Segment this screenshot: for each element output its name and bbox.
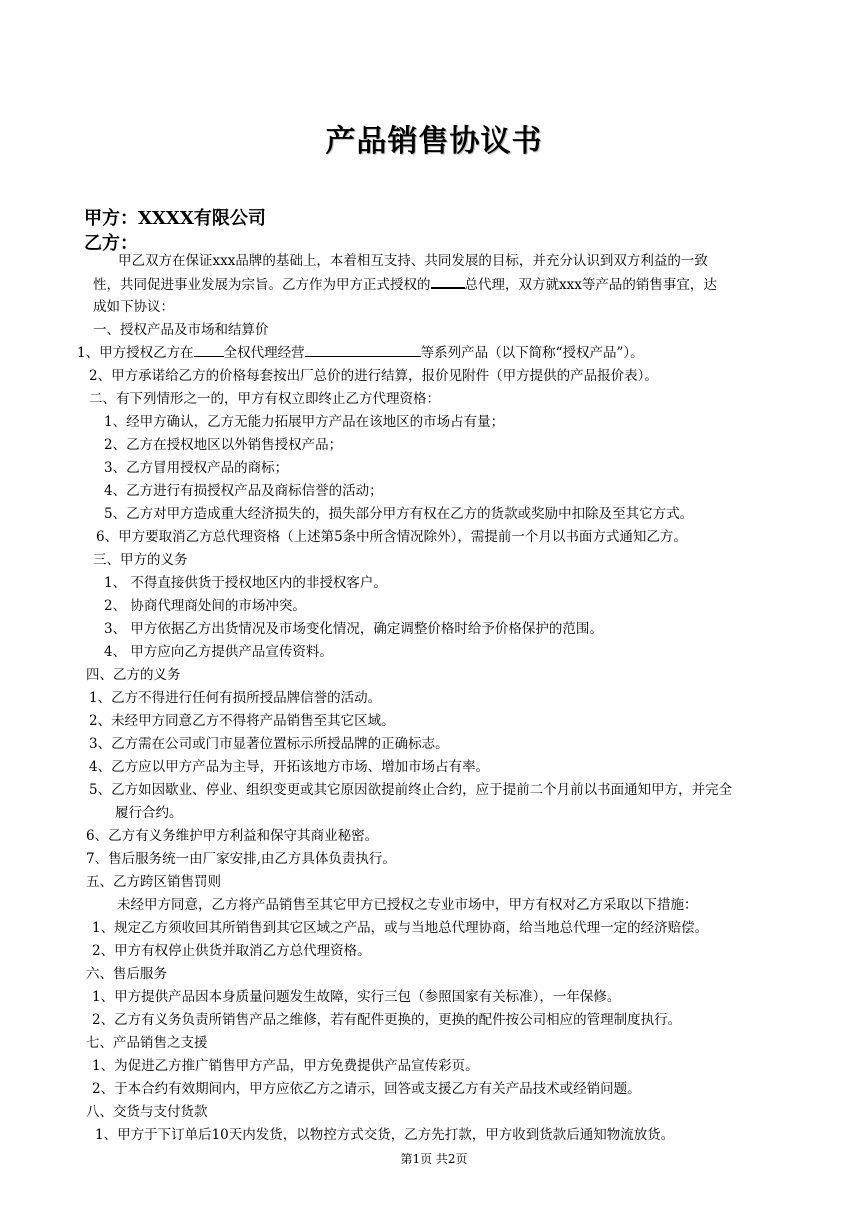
intro-line-2-text: 性，共同促进事业发展为宗旨。乙方作为甲方正式授权的 <box>93 277 431 293</box>
document-title: 产品销售协议书 <box>325 124 543 159</box>
section-4-item: 4、乙方应以甲方产品为主导，开拓该地方市场、增加市场占有率。 <box>89 759 490 775</box>
section-2-item: 3、乙方冒用授权产品的商标； <box>104 460 289 476</box>
section-4-item: 6、乙方有义务维护甲方利益和保守其商业秘密。 <box>86 828 379 844</box>
section-3-heading: 三、甲方的义务 <box>93 552 188 568</box>
intro-line-1: 甲乙双方在保证xxx品牌的基础上，本着相互支持、共同发展的目标，并充分认识到双方利益的一致 <box>118 253 708 269</box>
section-6-item: 1、甲方提供产品因本身质量问题发生故障，实行三包（参照国家有关标准），一年保修。 <box>92 989 621 1005</box>
section-5-intro: 未经甲方同意，乙方将产品销售至其它甲方已授权之专业市场中，甲方有权对乙方采取以下措施： <box>117 897 698 913</box>
party-a-label: 甲方：XXXX有限公司 <box>84 208 266 229</box>
section-6-heading: 六、售后服务 <box>86 966 167 982</box>
section-5-heading: 五、乙方跨区销售罚则 <box>86 874 221 890</box>
section-2-item: 6、甲方要取消乙方总代理资格（上述第5条中所含情况除外），需提前一个月以书面方式通知乙方。 <box>96 529 687 545</box>
section-8-item: 1、甲方于下订单后10天内发货，以物控方式交货，乙方先打款，甲方收到货款后通知物流放货。 <box>95 1127 675 1143</box>
section-7-item: 2、于本合约有效期间内，甲方应依乙方之请示，回答或支援乙方有关产品技术或经销问题。 <box>92 1081 641 1097</box>
intro-line-3: 成如下协议： <box>93 299 174 315</box>
section-4-item: 3、乙方需在公司或门市显著位置标示所授品牌的正确标志。 <box>89 736 449 752</box>
agent-region-blank <box>431 275 465 289</box>
section-3-item: 4、 甲方应向乙方提供产品宣传资料。 <box>104 644 333 660</box>
section-1-item-1-part-b: 全权代理经营 <box>223 345 305 361</box>
section-4-item: 2、未经甲方同意乙方不得将产品销售至其它区域。 <box>89 713 395 729</box>
page-footer: 第1页 共2页 <box>400 1152 468 1166</box>
product-blank <box>305 344 421 357</box>
section-4-item-continuation: 履行合约。 <box>115 805 183 821</box>
section-7-heading: 七、产品销售之支援 <box>86 1035 208 1051</box>
section-4-item: 1、乙方不得进行任何有损所授品牌信誉的活动。 <box>89 690 382 706</box>
section-3-item: 3、 甲方依据乙方出货情况及市场变化情况，确定调整价格时给予价格保护的范围。 <box>104 621 603 637</box>
party-b-label: 乙方： <box>84 233 138 254</box>
section-2-item: 5、乙方对甲方造成重大经济损失的，损失部分甲方有权在乙方的货款或奖励中扣除及至其它方式。 <box>104 506 694 522</box>
section-1-item-1-part-a: 1、甲方授权乙方在 <box>77 345 194 361</box>
section-7-item: 1、为促进乙方推广销售甲方产品，甲方免费提供产品宣传彩页。 <box>92 1058 479 1074</box>
section-2-heading: 二、有下列情形之一的，甲方有权立即终止乙方代理资格： <box>89 391 440 407</box>
section-1-item-1-part-c: 等系列产品（以下简称“授权产品”）。 <box>420 345 644 361</box>
section-1-item-1 <box>77 344 644 362</box>
section-2-item: 2、乙方在授权地区以外销售授权产品； <box>104 437 343 453</box>
section-2-item: 4、乙方进行有损授权产品及商标信誉的活动； <box>104 483 383 499</box>
region-blank <box>194 344 224 357</box>
section-6-item: 2、乙方有义务负责所销售产品之维修，若有配件更换的，更换的配件按公司相应的管理制度执行。 <box>92 1012 682 1028</box>
section-3-item: 1、 不得直接供货于授权地区内的非授权客户。 <box>104 575 387 591</box>
section-8-heading: 八、交货与支付货款 <box>86 1104 208 1120</box>
section-4-heading: 四、乙方的义务 <box>86 667 181 683</box>
section-4-item: 5、乙方如因歇业、停业、组织变更或其它原因欲提前终止合约，应于提前二个月前以书面通知甲方，并完全 <box>89 782 733 798</box>
section-5-item: 1、规定乙方须收回其所销售到其它区域之产品，或与当地总代理协商，给当地总代理一定的经济赔偿。 <box>92 920 709 936</box>
intro-line-2-rest: 总代理，双方就xxx等产品的销售事宜，达 <box>464 277 717 293</box>
section-3-item: 2、 协商代理商处间的市场冲突。 <box>104 598 306 614</box>
section-1-item-2: 2、甲方承诺给乙方的价格每套按出厂总价的进行结算，报价见附件（甲方提供的产品报价表）。 <box>89 368 658 384</box>
section-1-heading: 一、授权产品及市场和结算价 <box>93 322 269 338</box>
section-2-item: 1、经甲方确认，乙方无能力拓展甲方产品在该地区的市场占有量； <box>104 414 505 430</box>
section-5-item: 2、甲方有权停止供货并取消乙方总代理资格。 <box>92 943 371 959</box>
section-4-item: 7、售后服务统一由厂家安排,由乙方具体负责执行。 <box>86 851 396 867</box>
intro-line-2 <box>93 275 717 294</box>
